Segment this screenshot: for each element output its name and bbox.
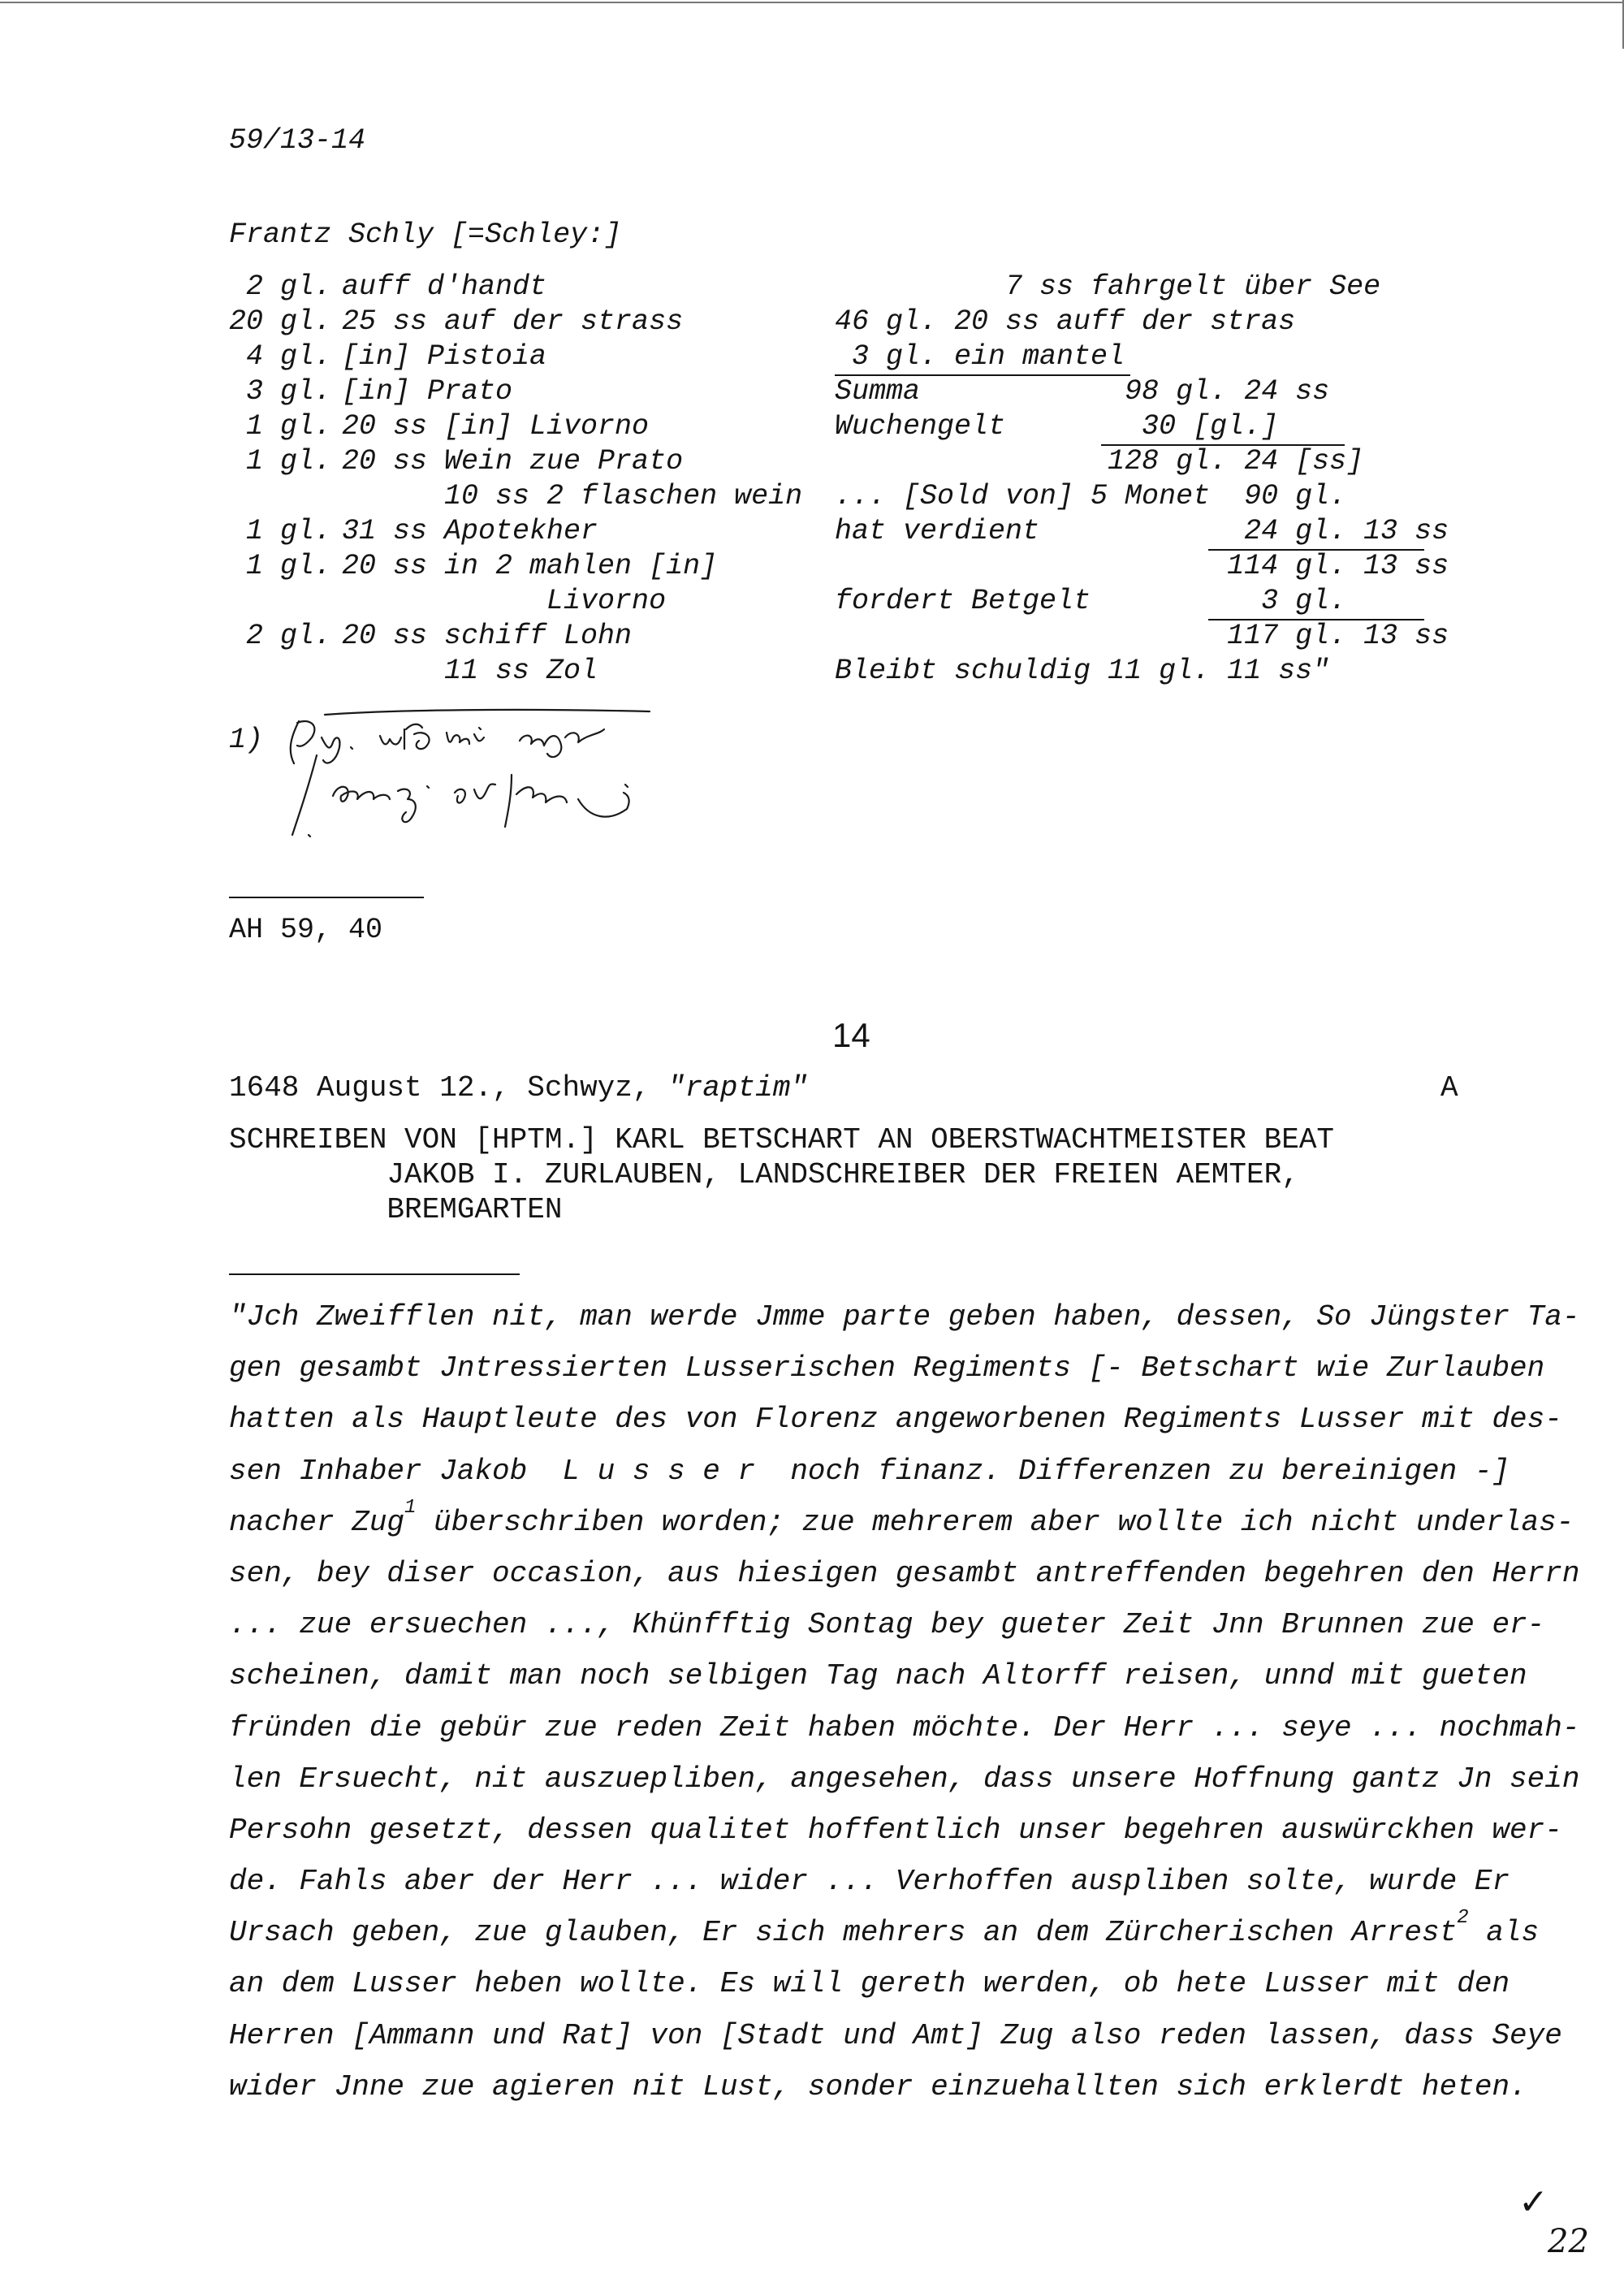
left-row-amount: 1 gl. xyxy=(229,410,332,443)
body-line: Herren [Ammann und Rat] von [Stadt und Amt] Zug also reden lassen, dass Seye xyxy=(229,2018,1562,2052)
sum-rule xyxy=(1208,549,1424,551)
left-row-text: [in] Prato xyxy=(325,375,513,408)
left-row-text: auff d'handt xyxy=(325,270,547,303)
body-line: "Jch Zweifflen nit, man werde Jmme parte geben haben, dessen, So Jüngster Ta- xyxy=(229,1300,1580,1334)
body-text-segment: nacher Zug xyxy=(229,1505,405,1539)
left-row-text: 31 ss Apotekher xyxy=(325,515,598,547)
body-line: Persohn gesetzt, dessen qualitet hoffentlich unser begehren auswürckhen wer- xyxy=(229,1813,1562,1847)
letter-heading-line: JAKOB I. ZURLAUBEN, LANDSCHREIBER DER FREIEN AEMTER, xyxy=(229,1158,1299,1191)
body-line: an dem Lusser heben wollte. Es will gereth werden, ob hete Lusser mit den xyxy=(229,1967,1510,2001)
right-row: 46 gl. 20 ss auff der stras xyxy=(835,305,1296,338)
letter-heading-line: SCHREIBEN VON [HPTM.] KARL BETSCHART AN OBERSTWACHTMEISTER BEAT xyxy=(229,1123,1335,1157)
sum-rule xyxy=(835,374,1130,376)
body-separator xyxy=(229,1273,520,1275)
left-row-amount: 4 gl. xyxy=(229,340,332,373)
archive-page-number: 22 xyxy=(1548,2223,1589,2260)
right-row: ... [Sold von] 5 Monet 90 gl. xyxy=(835,480,1347,512)
letter-13-title: Frantz Schly [=Schley:] xyxy=(229,218,622,251)
left-row-text: 20 ss in 2 mahlen [in] xyxy=(325,550,718,582)
page-top-border xyxy=(0,2,1622,3)
right-row: Wuchengelt 30 [gl.] xyxy=(835,410,1279,443)
body-line: sen Inhaber Jakob L u s s e r noch finanz. Differenzen zu bereinigen -] xyxy=(229,1454,1510,1488)
body-line: fründen die gebür zue reden Zeit haben möchte. Der Herr ... seye ... nochmah- xyxy=(229,1710,1580,1745)
left-row-text: 20 ss schiff Lohn xyxy=(325,620,633,652)
right-row: Bleibt schuldig 11 gl. 11 ss" xyxy=(835,655,1330,687)
footnote-ref: 2 xyxy=(1457,1907,1469,1930)
left-row-text: 10 ss 2 flaschen wein xyxy=(325,480,803,512)
document-class: A xyxy=(1440,1071,1458,1105)
body-text-segment: als xyxy=(1468,1916,1540,1950)
letter-heading-line: BREMGARTEN xyxy=(229,1193,563,1226)
left-row-amount: 1 gl. xyxy=(229,445,332,478)
body-line: ... zue ersuechen ..., Khünfftig Sontag bey gueter Zeit Jnn Brunnen zue er- xyxy=(229,1608,1545,1642)
body-line: wider Jnne zue agieren nit Lust, sonder einzuehallten sich erklerdt heten. xyxy=(229,2069,1527,2104)
source-reference: AH 59, 40 xyxy=(229,914,383,946)
letter-number: 14 xyxy=(832,1016,870,1054)
left-row-text: Livorno xyxy=(325,585,667,617)
left-row-amount: 2 gl. xyxy=(229,270,332,303)
left-row-amount: 1 gl. xyxy=(229,550,332,582)
left-row-amount: 20 gl. xyxy=(229,305,332,338)
raptim-note: "raptim" xyxy=(667,1071,808,1105)
left-row-text: 25 ss auf der strass xyxy=(325,305,684,338)
right-row: hat verdient 24 gl. 13 ss xyxy=(835,515,1449,547)
body-line: sen, bey diser occasion, aus hiesigen gesambt antreffenden begehren den Herrn xyxy=(229,1556,1580,1590)
right-row: 3 gl. ein mantel xyxy=(835,340,1125,373)
right-row: Summa 98 gl. 24 ss xyxy=(835,375,1330,408)
left-row-amount: 2 gl. xyxy=(229,620,332,652)
left-row-text: 11 ss Zol xyxy=(325,655,598,687)
body-line xyxy=(229,1907,1540,1958)
check-mark-icon: ✓ xyxy=(1518,2181,1548,2223)
left-row-text: 20 ss [in] Livorno xyxy=(325,410,650,443)
right-row: 128 gl. 24 [ss] xyxy=(835,445,1364,478)
footnote-ref: 1 xyxy=(404,1496,417,1519)
body-line: de. Fahls aber der Herr ... wider ... Verhoffen auspliben solte, wurde Er xyxy=(229,1865,1510,1899)
right-row: 114 gl. 13 ss xyxy=(835,550,1449,582)
body-line: gen gesambt Jntressierten Lusserischen Regiments [- Betschart wie Zurlauben xyxy=(229,1351,1545,1386)
date-place-text: 1648 August 12., Schwyz, xyxy=(229,1071,668,1105)
footnote-separator xyxy=(229,897,424,898)
handwritten-signature xyxy=(276,705,666,851)
left-row-amount: 1 gl. xyxy=(229,515,332,547)
right-row: 7 ss fahrgelt über See xyxy=(835,270,1381,303)
page-reference: 59/13-14 xyxy=(229,124,366,157)
letter-body xyxy=(229,1291,1580,2112)
sum-rule xyxy=(1101,444,1345,446)
body-line: len Ersuecht, nit auszuepliben, angesehen, dass unsere Hoffnung gantz Jn sein xyxy=(229,1762,1580,1796)
left-row-text: [in] Pistoia xyxy=(325,340,547,373)
body-line: hatten als Hauptleute des von Florenz angeworbenen Regiments Lusser mit des- xyxy=(229,1403,1562,1437)
right-row: fordert Betgelt 3 gl. xyxy=(835,585,1347,617)
body-text-segment: Ursach geben, zue glauben, Er sich mehrers an dem Zürcherischen Arrest xyxy=(229,1916,1458,1950)
left-row-amount: 3 gl. xyxy=(229,375,332,408)
left-row-text: 20 ss Wein zue Prato xyxy=(325,445,684,478)
sum-rule xyxy=(1208,619,1424,620)
right-row: 117 gl. 13 ss xyxy=(835,620,1449,652)
body-line xyxy=(229,1496,1574,1548)
body-line: scheinen, damit man noch selbigen Tag nach Altorff reisen, unnd mit gueten xyxy=(229,1659,1527,1693)
body-text-segment: überschriben worden; zue mehrerem aber wollte ich nicht underlas- xyxy=(416,1505,1574,1539)
letter-date-place xyxy=(229,1070,808,1105)
footnote-marker: 1) xyxy=(229,724,264,756)
